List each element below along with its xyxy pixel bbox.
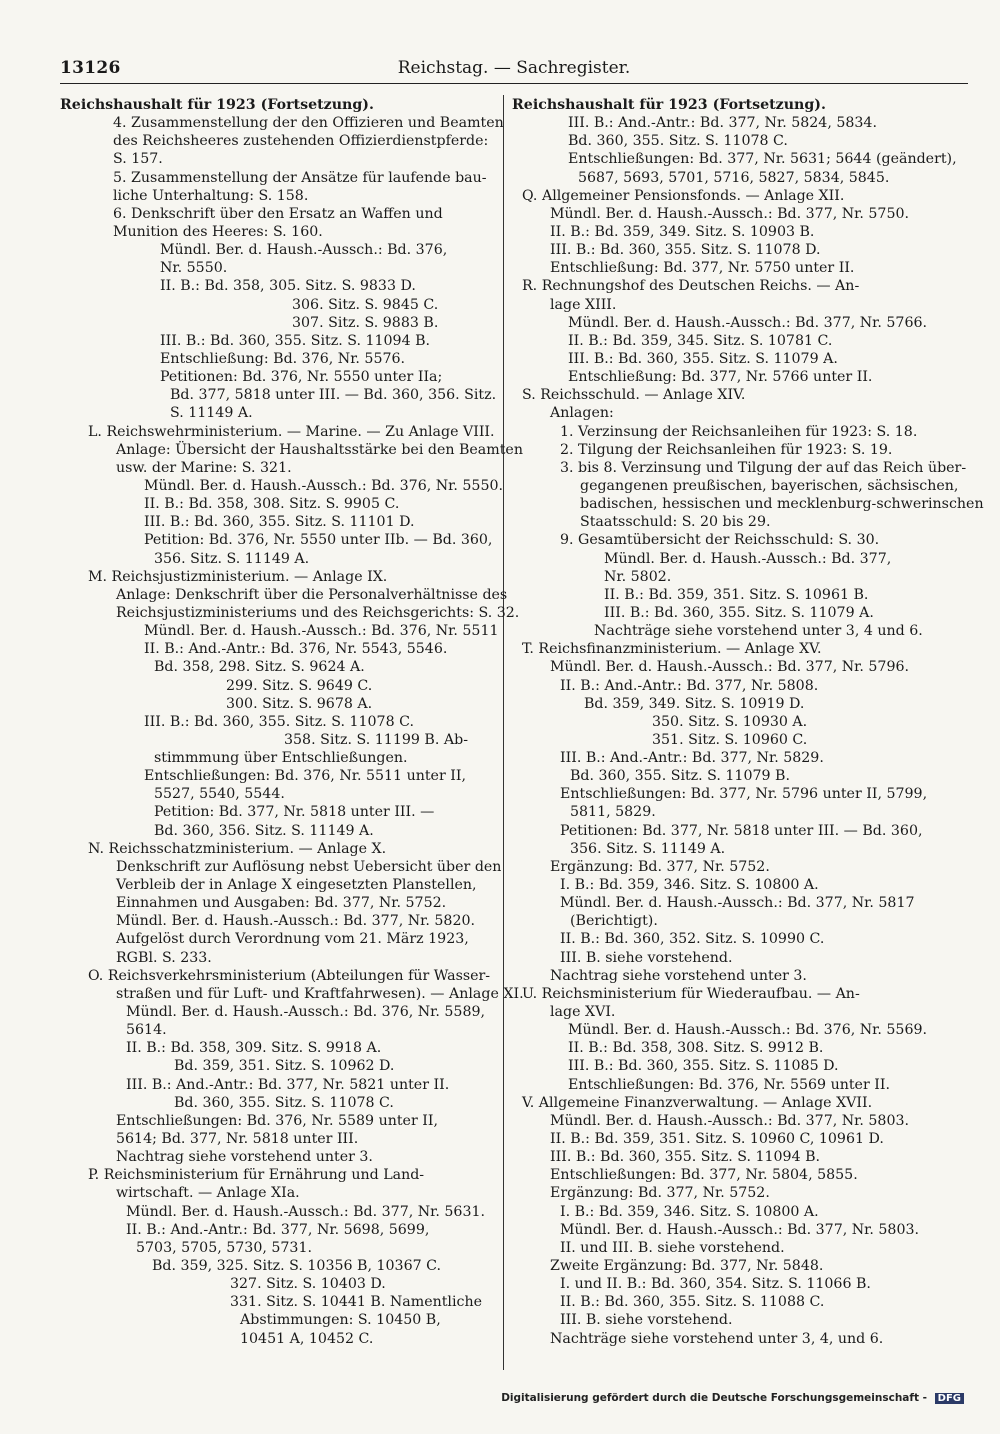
text-line: lage XVI. xyxy=(550,1004,616,1021)
text-line: S. 157. xyxy=(113,151,163,168)
page-header xyxy=(60,58,968,84)
text-line: lage XIII. xyxy=(550,296,617,313)
text-line: Mündl. Ber. d. Haush.-Aussch.: Bd. 377, Nr. 5766. xyxy=(568,314,928,331)
text-line: Q. Allgemeiner Pensionsfonds. — Anlage XII. xyxy=(522,187,845,204)
text-line: II. B.: Bd. 359, 345. Sitz. S. 10781 C. xyxy=(568,332,833,349)
text-line: II. B.: And.-Antr.: Bd. 376, Nr. 5543, 5546. xyxy=(144,641,448,658)
text-line: Bd. 359, 349. Sitz. S. 10919 D. xyxy=(584,695,805,712)
text-line: II. B.: Bd. 358, 309. Sitz. S. 9918 A. xyxy=(126,1040,382,1057)
text-line: Mündl. Ber. d. Haush.-Aussch.: Bd. 377, Nr. 5750. xyxy=(550,205,910,222)
text-line: (Berichtigt). xyxy=(570,913,658,930)
column-divider xyxy=(503,95,504,1370)
text-line: Reichsjustizministeriums und des Reichsgerichts: S. 32. xyxy=(116,604,520,621)
text-line: N. Reichsschatzministerium. — Anlage X. xyxy=(88,840,387,857)
text-line: U. Reichsministerium für Wiederaufbau. — An- xyxy=(522,985,860,1002)
text-line: III. B.: And.-Antr.: Bd. 377, Nr. 5829. xyxy=(560,750,824,767)
text-line: I. B.: Bd. 359, 346. Sitz. S. 10800 A. xyxy=(560,877,819,894)
text-line: 5614. xyxy=(126,1022,167,1039)
text-line: II. und III. B. siehe vorstehend. xyxy=(560,1239,785,1256)
dfg-logo: DFG xyxy=(935,1393,964,1404)
text-line: 9. Gesamtübersicht der Reichsschuld: S. 30. xyxy=(560,532,880,549)
text-line: II. B.: Bd. 359, 351. Sitz. S. 10960 C, 10961 D. xyxy=(550,1131,884,1148)
text-line: 331. Sitz. S. 10441 B. Namentliche xyxy=(230,1294,482,1311)
text-line: III. B.: And.-Antr.: Bd. 377, Nr. 5824, 5834. xyxy=(568,115,877,132)
text-line: II. B.: Bd. 358, 305. Sitz. S. 9833 D. xyxy=(160,278,416,295)
text-line: III. B.: Bd. 360, 355. Sitz. S. 11078 D. xyxy=(550,242,821,259)
text-line: Anlage: Denkschrift über die Personalverhältnisse des xyxy=(116,586,508,603)
text-line: Reichshaushalt für 1923 (Fortsetzung). xyxy=(60,97,374,113)
text-line: Einnahmen und Ausgaben: Bd. 377, Nr. 5752. xyxy=(116,895,447,912)
text-line: Mündl. Ber. d. Haush.-Aussch.: Bd. 377, xyxy=(604,550,892,567)
text-line: 6. Denkschrift über den Ersatz an Waffen und xyxy=(113,205,443,222)
text-line: Abstimmungen: S. 10450 B, xyxy=(240,1312,441,1329)
text-line: 2. Tilgung der Reichsanleihen für 1923: S. 19. xyxy=(560,441,893,458)
text-line: Mündl. Ber. d. Haush.-Aussch.: Bd. 376, Nr. 5569. xyxy=(568,1022,928,1039)
text-line: Aufgelöst durch Verordnung vom 21. März 1923, xyxy=(116,931,469,948)
text-line: 5614; Bd. 377, Nr. 5818 unter III. xyxy=(116,1131,359,1148)
text-line: Bd. 377, 5818 unter III. — Bd. 360, 356. Sitz. xyxy=(170,387,497,404)
text-line: III. B. siehe vorstehend. xyxy=(560,949,733,966)
text-line: Denkschrift zur Auflösung nebst Uebersicht über den xyxy=(116,858,502,875)
text-line: V. Allgemeine Finanzverwaltung. — Anlage XVII. xyxy=(522,1094,873,1111)
text-line: Entschließungen: Bd. 376, Nr. 5511 unter II, xyxy=(144,768,466,785)
text-line: III. B.: Bd. 360, 355. Sitz. S. 11094 B. xyxy=(550,1149,821,1166)
text-line: 299. Sitz. S. 9649 C. xyxy=(226,677,373,694)
text-line: II. B.: Bd. 359, 351. Sitz. S. 10961 B. xyxy=(604,586,869,603)
page-title: Reichstag. — Sachregister. xyxy=(397,58,631,78)
text-line: Entschließungen: Bd. 376, Nr. 5569 unter II. xyxy=(568,1076,890,1093)
text-line: 306. Sitz. S. 9845 C. xyxy=(292,296,439,313)
text-line: Bd. 360, 355. Sitz. S. 11079 B. xyxy=(570,768,790,785)
text-line: Entschließungen: Bd. 377, Nr. 5631; 5644 (geändert), xyxy=(568,151,957,168)
text-line: badischen, hessischen und mecklenburg-schwerinschen xyxy=(580,496,984,513)
text-line: 5. Zusammenstellung der Ansätze für laufende bau- xyxy=(113,169,487,186)
text-line: Bd. 360, 355. Sitz. S. 11078 C. xyxy=(174,1094,394,1111)
header-rule xyxy=(60,83,968,84)
text-line: 327. Sitz. S. 10403 D. xyxy=(230,1276,386,1293)
text-line: Mündl. Ber. d. Haush.-Aussch.: Bd. 377, Nr. 5631. xyxy=(126,1203,486,1220)
text-line: 1. Verzinsung der Reichsanleihen für 1923: S. 18. xyxy=(560,423,918,440)
text-line: 3. bis 8. Verzinsung und Tilgung der auf das Reich über- xyxy=(560,459,967,476)
text-line: 5527, 5540, 5544. xyxy=(154,786,285,803)
text-line: Mündl. Ber. d. Haush.-Aussch.: Bd. 377, Nr. 5803. xyxy=(560,1221,920,1238)
text-line: gegangenen preußischen, bayerischen, sächsischen, xyxy=(580,477,959,494)
text-line: Petitionen: Bd. 376, Nr. 5550 unter IIa; xyxy=(160,369,443,386)
text-line: Nr. 5550. xyxy=(160,260,228,277)
text-line: Petition: Bd. 376, Nr. 5550 unter IIb. — Bd. 360, xyxy=(144,532,493,549)
text-line: Anlage: Übersicht der Haushaltsstärke bei den Beamten xyxy=(116,441,523,458)
text-line: RGBl. S. 233. xyxy=(116,949,212,966)
text-line: Reichshaushalt für 1923 (Fortsetzung). xyxy=(512,97,826,113)
text-line: Nachtrag siehe vorstehend unter 3. xyxy=(116,1149,373,1166)
text-line: Bd. 360, 355. Sitz. S. 11078 C. xyxy=(568,133,788,150)
text-line: Entschließungen: Bd. 377, Nr. 5796 unter II, 5799, xyxy=(560,786,928,803)
text-line: 358. Sitz. S. 11199 B. Ab- xyxy=(284,731,468,748)
text-line: P. Reichsministerium für Ernährung und Land- xyxy=(88,1167,425,1184)
text-line: Ergänzung: Bd. 377, Nr. 5752. xyxy=(550,858,770,875)
text-line: 356. Sitz. S. 11149 A. xyxy=(154,550,310,567)
text-line: II. B.: Bd. 360, 352. Sitz. S. 10990 C. xyxy=(560,931,825,948)
text-line: Mündl. Ber. d. Haush.-Aussch.: Bd. 376, Nr. 5511 xyxy=(144,623,499,640)
text-line: R. Rechnungshof des Deutschen Reichs. — An- xyxy=(522,278,860,295)
text-line: Entschließung: Bd. 376, Nr. 5576. xyxy=(160,350,406,367)
text-line: Nachtrag siehe vorstehend unter 3. xyxy=(550,967,807,984)
text-line: 5687, 5693, 5701, 5716, 5827, 5834, 5845. xyxy=(578,169,890,186)
text-line: usw. der Marine: S. 321. xyxy=(116,459,292,476)
text-line: wirtschaft. — Anlage XIa. xyxy=(116,1185,300,1202)
text-line: Nachträge siehe vorstehend unter 3, 4 und 6. xyxy=(594,623,923,640)
text-line: T. Reichsfinanzministerium. — Anlage XV. xyxy=(522,641,822,658)
text-line: 351. Sitz. S. 10960 C. xyxy=(652,731,808,748)
footer-credit xyxy=(501,1392,964,1404)
text-line: 300. Sitz. S. 9678 A. xyxy=(226,695,373,712)
text-line: II. B.: Bd. 359, 349. Sitz. S. 10903 B. xyxy=(550,223,815,240)
right-column xyxy=(512,96,984,1348)
text-line: Mündl. Ber. d. Haush.-Aussch.: Bd. 377, Nr. 5796. xyxy=(550,659,910,676)
text-line: III. B.: Bd. 360, 355. Sitz. S. 11079 A. xyxy=(568,350,838,367)
text-line: L. Reichswehrministerium. — Marine. — Zu Anlage VIII. xyxy=(88,423,495,440)
text-line: liche Unterhaltung: S. 158. xyxy=(113,187,309,204)
text-line: stimmmung über Entschließungen. xyxy=(154,750,408,767)
text-line: Zweite Ergänzung: Bd. 377, Nr. 5848. xyxy=(550,1258,824,1274)
text-line: 5811, 5829. xyxy=(570,804,656,821)
text-line: Entschließungen: Bd. 376, Nr. 5589 unter II, xyxy=(116,1112,438,1129)
text-line: III. B.: Bd. 360, 355. Sitz. S. 11079 A. xyxy=(604,604,874,621)
text-line: Mündl. Ber. d. Haush.-Aussch.: Bd. 376, Nr. 5550. xyxy=(144,477,504,494)
text-line: Nr. 5802. xyxy=(604,568,672,585)
text-line: II. B.: And.-Antr.: Bd. 377, Nr. 5698, 5699, xyxy=(126,1221,430,1238)
text-line: Petitionen: Bd. 377, Nr. 5818 unter III. — Bd. 360, xyxy=(560,822,923,839)
text-line: 10451 A, 10452 C. xyxy=(240,1330,374,1347)
text-line: III. B. siehe vorstehend. xyxy=(560,1312,733,1329)
text-line: Petition: Bd. 377, Nr. 5818 unter III. — xyxy=(154,804,435,821)
text-line: 4. Zusammenstellung der den Offizieren und Beamten xyxy=(113,115,504,132)
text-line: O. Reichsverkehrsministerium (Abteilungen für Wasser- xyxy=(88,967,491,984)
text-line: II. B.: And.-Antr.: Bd. 377, Nr. 5808. xyxy=(560,677,819,694)
text-line: S. 11149 A. xyxy=(170,405,253,422)
text-line: Entschließung: Bd. 377, Nr. 5750 unter II. xyxy=(550,260,855,277)
text-line: III. B.: Bd. 360, 355. Sitz. S. 11085 D. xyxy=(568,1058,839,1075)
text-line: I. B.: Bd. 359, 346. Sitz. S. 10800 A. xyxy=(560,1203,819,1220)
text-line: 350. Sitz. S. 10930 A. xyxy=(652,713,808,730)
text-line: III. B.: Bd. 360, 355. Sitz. S. 11094 B. xyxy=(160,332,431,349)
text-line: Mündl. Ber. d. Haush.-Aussch.: Bd. 377, Nr. 5803. xyxy=(550,1112,910,1129)
text-line: Bd. 359, 325. Sitz. S. 10356 B, 10367 C. xyxy=(152,1258,442,1274)
text-line: S. Reichsschuld. — Anlage XIV. xyxy=(522,387,746,404)
text-line: Mündl. Ber. d. Haush.-Aussch.: Bd. 376, Nr. 5589, xyxy=(126,1004,486,1021)
text-line: 356. Sitz. S. 11149 A. xyxy=(570,840,726,857)
text-line: Verbleib der in Anlage X eingesetzten Planstellen, xyxy=(116,877,477,894)
text-line: M. Reichsjustizministerium. — Anlage IX. xyxy=(88,568,388,585)
text-line: Staatsschuld: S. 20 bis 29. xyxy=(580,514,771,531)
text-line: 5703, 5705, 5730, 5731. xyxy=(136,1239,312,1256)
text-line: Mündl. Ber. d. Haush.-Aussch.: Bd. 377, Nr. 5820. xyxy=(116,913,476,930)
text-line: Anlagen: xyxy=(550,405,614,422)
text-line: III. B.: And.-Antr.: Bd. 377, Nr. 5821 unter II. xyxy=(126,1076,450,1093)
text-line: Bd. 358, 298. Sitz. S. 9624 A. xyxy=(154,659,365,676)
text-line: Ergänzung: Bd. 377, Nr. 5752. xyxy=(550,1185,770,1202)
text-line: 307. Sitz. S. 9883 B. xyxy=(292,314,439,331)
text-line: Mündl. Ber. d. Haush.-Aussch.: Bd. 376, xyxy=(160,242,448,259)
text-line: Nachträge siehe vorstehend unter 3, 4, und 6. xyxy=(550,1330,884,1347)
text-line: III. B.: Bd. 360, 355. Sitz. S. 11078 C. xyxy=(144,713,414,730)
text-line: II. B.: Bd. 358, 308. Sitz. S. 9905 C. xyxy=(144,496,400,513)
text-line: Bd. 360, 356. Sitz. S. 11149 A. xyxy=(154,822,374,839)
text-line: straßen und für Luft- und Kraftfahrwesen). — Anlage XI. xyxy=(116,985,524,1002)
text-line: II. B.: Bd. 358, 308. Sitz. S. 9912 B. xyxy=(568,1040,824,1057)
text-line: des Reichsheeres zustehenden Offizierdienstpferde: xyxy=(113,133,489,150)
text-line: Munition des Heeres: S. 160. xyxy=(113,223,323,240)
text-line: I. und II. B.: Bd. 360, 354. Sitz. S. 11066 B. xyxy=(560,1276,871,1293)
text-line: Mündl. Ber. d. Haush.-Aussch.: Bd. 377, Nr. 5817 xyxy=(560,895,915,912)
text-line: Entschließungen: Bd. 377, Nr. 5804, 5855. xyxy=(550,1167,858,1184)
text-line: III. B.: Bd. 360, 355. Sitz. S. 11101 D. xyxy=(144,514,415,531)
left-column xyxy=(60,96,524,1348)
text-line: Bd. 359, 351. Sitz. S. 10962 D. xyxy=(174,1058,395,1075)
footer-text: Digitalisierung gefördert durch die Deutsche Forschungsgemeinschaft - xyxy=(501,1392,927,1404)
text-line: Entschließung: Bd. 377, Nr. 5766 unter II. xyxy=(568,369,873,386)
text-line: II. B.: Bd. 360, 355. Sitz. S. 11088 C. xyxy=(560,1294,825,1311)
page-number: 13126 xyxy=(60,58,121,78)
